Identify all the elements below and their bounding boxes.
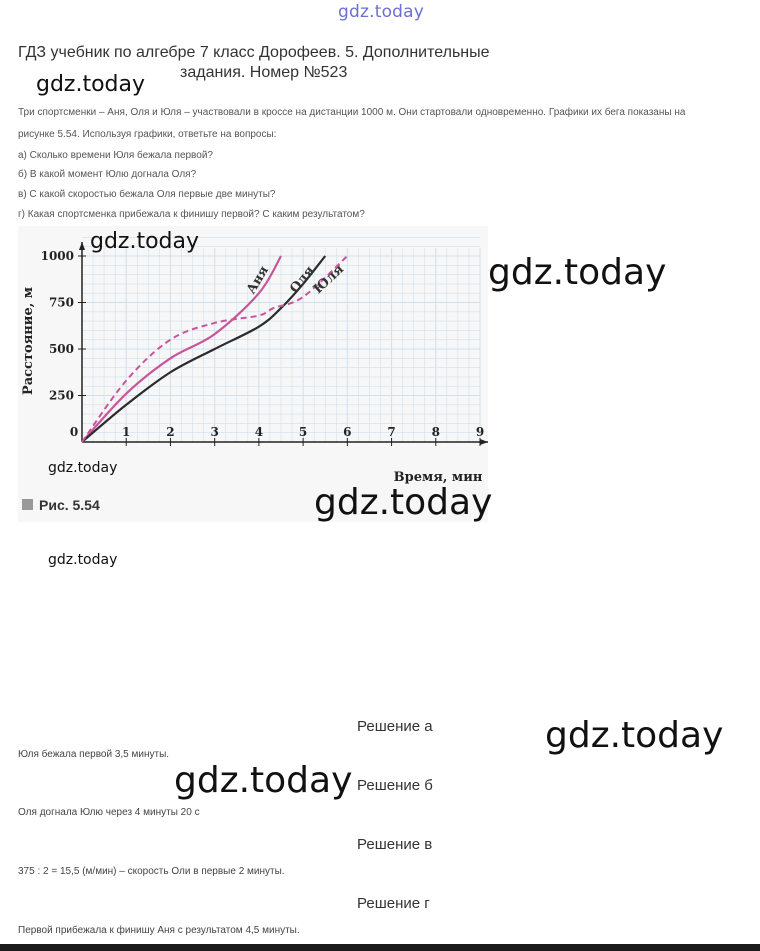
x-tick-label: 2 xyxy=(166,425,175,439)
x-tick-label: 4 xyxy=(254,425,264,439)
watermark-top: gdz.today xyxy=(338,2,425,22)
x-tick-label: 5 xyxy=(298,425,308,439)
watermark: gdz.today xyxy=(314,482,493,523)
chart-labels xyxy=(41,249,485,439)
series-label-Аня: Аня xyxy=(243,263,273,297)
solution-b-text: Оля догнала Юлю через 4 минуты 20 с xyxy=(18,807,200,818)
x-tick-label: 1 xyxy=(122,425,131,439)
series-label-Оля: Оля xyxy=(287,263,318,297)
question-d: г) Какая спортсменка прибежала к финишу первой? С каким результатом? xyxy=(18,209,365,220)
x-tick-label: 3 xyxy=(210,425,219,439)
y-tick-label: 1000 xyxy=(40,249,74,263)
watermark: gdz.today xyxy=(488,252,667,293)
solution-c-heading: Решение в xyxy=(357,836,433,853)
solution-d-text: Первой прибежала к финишу Аня с результатом 4,5 минуты. xyxy=(18,925,300,936)
watermark: gdz.today xyxy=(36,72,146,97)
watermark: gdz.today xyxy=(90,229,200,254)
figure-caption: Рис. 5.54 xyxy=(39,497,100,513)
x-tick-label: 6 xyxy=(343,425,352,439)
x-tick-label: 8 xyxy=(431,425,440,439)
watermark: gdz.today xyxy=(48,460,118,476)
figure-5-54 xyxy=(18,226,488,522)
solution-b-heading: Решение б xyxy=(357,777,433,794)
distance-time-chart xyxy=(18,226,488,522)
solution-d-heading: Решение г xyxy=(357,895,430,912)
x-tick-label: 0 xyxy=(69,425,79,439)
y-tick-label: 250 xyxy=(48,388,74,403)
page-title-line1: ГДЗ учебник по алгебре 7 класс Дорофеев. 5. Дополнительные xyxy=(18,44,490,61)
x-axis-label: Время, мин xyxy=(393,470,483,485)
solution-a-text: Юля бежала первой 3,5 минуты. xyxy=(18,749,170,760)
watermark: gdz.today xyxy=(545,715,724,756)
watermark: gdz.today xyxy=(48,552,118,568)
chart-axes xyxy=(78,242,488,446)
question-b: б) В какой момент Юлю догнала Оля? xyxy=(18,169,197,180)
watermark: gdz.today xyxy=(174,760,353,801)
solution-c-text: 375 : 2 = 15,5 (м/мин) – скорость Оли в первые 2 минуты. xyxy=(18,866,285,877)
x-axis-arrow xyxy=(480,439,488,445)
caption-marker xyxy=(22,499,33,510)
x-tick-label: 9 xyxy=(475,425,485,439)
question-c: в) С какой скоростью бежала Оля первые две минуты? xyxy=(18,189,276,200)
y-tick-label: 750 xyxy=(48,295,74,310)
bottom-bar xyxy=(0,944,760,951)
y-axis-label: Расстояние, м xyxy=(21,286,36,396)
x-tick-label: 7 xyxy=(387,425,396,439)
solution-a-heading: Решение а xyxy=(357,718,433,735)
y-axis-arrow xyxy=(79,242,85,250)
chart-grid xyxy=(82,237,480,442)
task-intro-line2: рисунке 5.54. Используя графики, ответьте на вопросы: xyxy=(18,129,277,140)
page-title-line2: задания. Номер №523 xyxy=(180,64,348,81)
task-intro-line1: Три спортсменки – Аня, Оля и Юля – участвовали в кроссе на дистанции 1000 м. Они стартовали одновременно. Графики их бега показаны на xyxy=(18,107,686,118)
y-tick-label: 500 xyxy=(48,342,74,356)
series-label-Юля: Юля xyxy=(310,261,348,297)
question-a: а) Сколько времени Юля бежала первой? xyxy=(18,150,213,161)
